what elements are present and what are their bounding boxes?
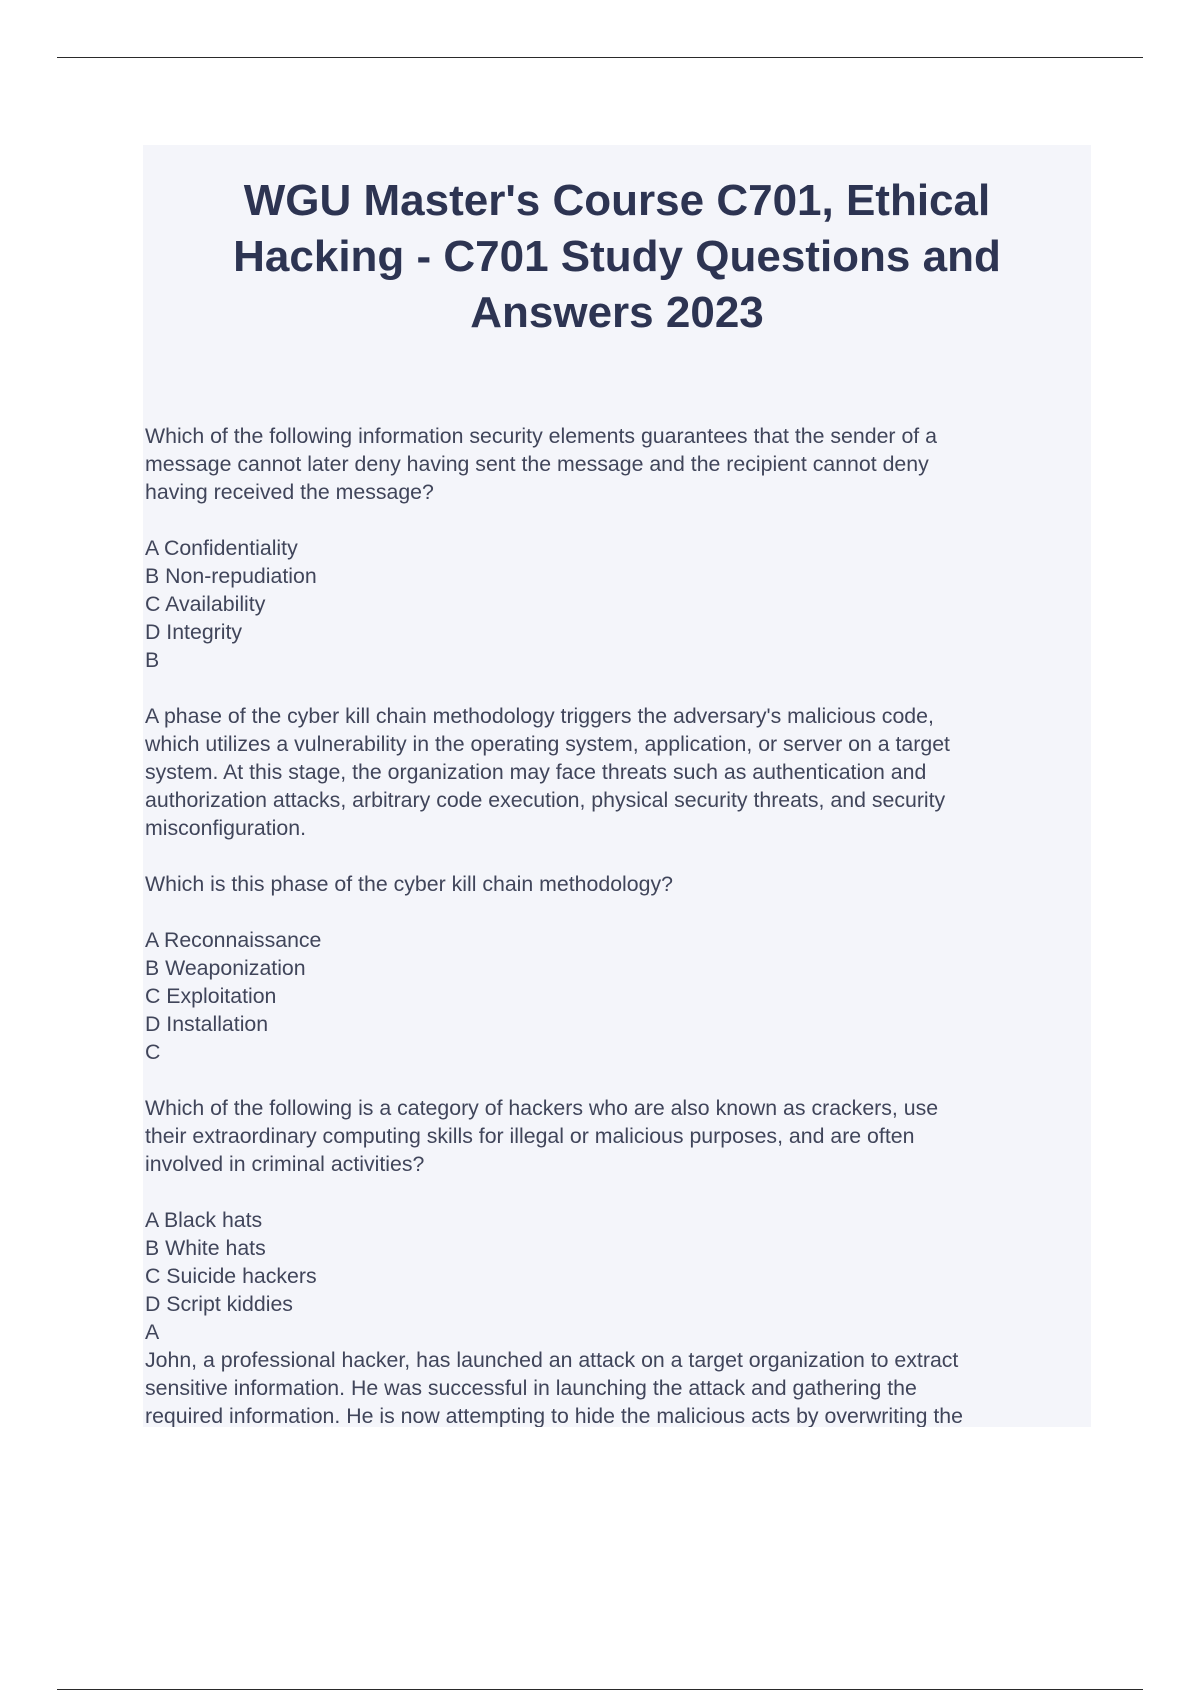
document-body — [145, 422, 1085, 1427]
option-c: C Exploitation — [145, 984, 277, 1008]
option-a: A Confidentiality — [145, 536, 298, 560]
scenario-text: which utilizes a vulnerability in the operating system, application, or server on a target — [145, 732, 950, 756]
document-content — [143, 145, 1091, 1427]
option-b: B White hats — [145, 1236, 266, 1260]
scenario-text: system. At this stage, the organization may face threats such as authentication and — [145, 760, 927, 784]
question-text: message cannot later deny having sent the message and the recipient cannot deny — [145, 452, 929, 476]
bottom-rule — [57, 1689, 1143, 1690]
option-b: B Weaponization — [145, 956, 306, 980]
question-3 — [145, 1094, 1085, 1346]
question-text: involved in criminal activities? — [145, 1152, 425, 1176]
option-d: D Installation — [145, 1012, 269, 1036]
question-text: Which is this phase of the cyber kill chain methodology? — [145, 872, 673, 896]
option-c: C Availability — [145, 592, 266, 616]
question-text: having received the message? — [145, 480, 434, 504]
answer: B — [145, 648, 160, 672]
question-4 — [145, 1346, 1085, 1427]
scenario-text: John, a professional hacker, has launched an attack on a target organization to extract — [145, 1348, 959, 1372]
scenario-text: authorization attacks, arbitrary code execution, physical security threats, and security — [145, 788, 946, 812]
question-1 — [145, 422, 1085, 674]
title-line: Hacking - C701 Study Questions and — [233, 232, 1001, 281]
scenario-text: required information. He is now attempting to hide the malicious acts by overwriting the — [145, 1404, 963, 1427]
scenario-text: sensitive information. He was successful in launching the attack and gathering the — [145, 1376, 917, 1400]
scenario-text: A phase of the cyber kill chain methodology triggers the adversary's malicious code, — [145, 704, 934, 728]
title-line: Answers 2023 — [470, 288, 764, 337]
page-title — [143, 173, 1091, 341]
answer: C — [145, 1040, 161, 1064]
option-d: D Integrity — [145, 620, 243, 644]
top-rule — [57, 57, 1143, 58]
option-a: A Reconnaissance — [145, 928, 322, 952]
option-b: B Non-repudiation — [145, 564, 317, 588]
answer: A — [145, 1320, 160, 1344]
question-text: Which of the following information security elements guarantees that the sender of a — [145, 424, 937, 448]
option-d: D Script kiddies — [145, 1292, 293, 1316]
question-text: Which of the following is a category of hackers who are also known as crackers, use — [145, 1096, 939, 1120]
option-c: C Suicide hackers — [145, 1264, 317, 1288]
title-line: WGU Master's Course C701, Ethical — [243, 176, 991, 225]
option-a: A Black hats — [145, 1208, 263, 1232]
question-text: their extraordinary computing skills for illegal or malicious purposes, and are often — [145, 1124, 915, 1148]
question-2 — [145, 702, 1085, 1066]
scenario-text: misconfiguration. — [145, 816, 306, 840]
